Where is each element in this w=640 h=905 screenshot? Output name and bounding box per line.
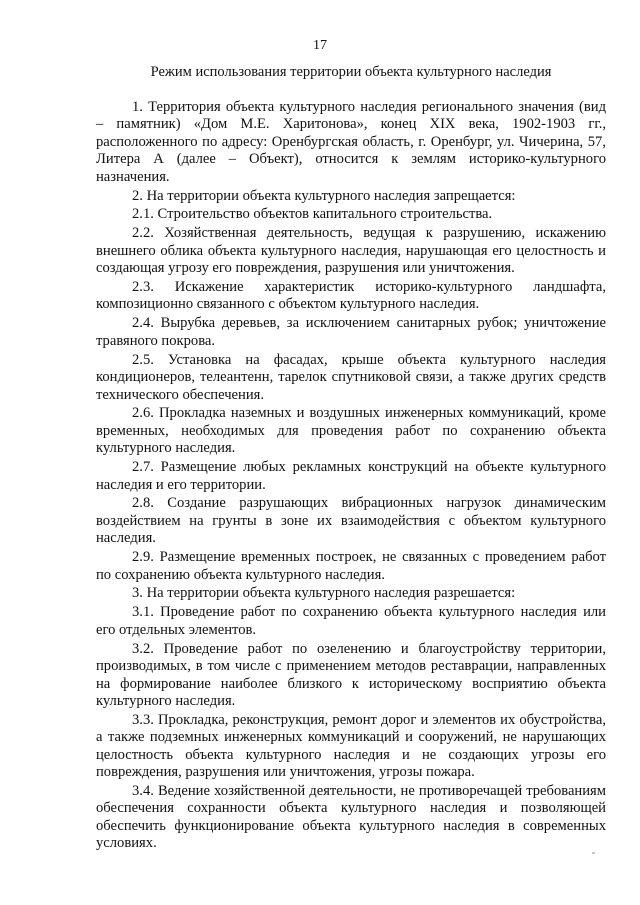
paragraph-2-8: 2.8. Создание разрушающих вибрационных нагрузок динамическим воздействием на грунты в зоне их взаимодействия с объектом культурного наследия. [96, 495, 606, 547]
paragraph-2-3: 2.3. Искажение характеристик историко-культурного ландшафта, композиционно связанного с объектом культурного наследия. [96, 279, 606, 313]
paragraph-3-3: 3.3. Прокладка, реконструкция, ремонт дорог и элементов их обустройства, а также подземных инженерных коммуникаций и сооружений, не нарушающих целостность объекта культурного наследия и не создающих угрозы его повреждения, разрушения или уничтожения, угрозы пожара. [96, 711, 606, 781]
paragraph-2-9: 2.9. Размещение временных построек, не связанных с проведением работ по сохранению объекта культурного наследия. [96, 549, 606, 583]
paragraph-3-1: 3.1. Проведение работ по сохранению объекта культурного наследия или его отдельных элементов. [96, 604, 606, 638]
paragraph-3-4: 3.4. Ведение хозяйственной деятельности, не противоречащей требованиям обеспечения сохранности объекта культурного наследия и позволяющей обеспечить функционирование объекта культурного наследия в современных условиях. [96, 782, 606, 852]
paragraph-1: 1. Территория объекта культурного наследия регионального значения (вид – памятник) «Дом М.Е. Харитонова», конец XIX века, 1902-1903 гг., расположенного по адресу: Оренбургская область, г. Оренбург, ул. Чичерина, 57, Литера А (далее – Объект), относится к землям историко-культурного назначения. [96, 99, 606, 185]
paragraph-2-7: 2.7. Размещение любых рекламных конструкций на объекте культурного наследия и его территории. [96, 459, 606, 493]
paragraph-2-4: 2.4. Вырубка деревьев, за исключением санитарных рубок; уничтожение травяного покрова. [96, 315, 606, 349]
paragraph-2-2: 2.2. Хозяйственная деятельность, ведущая к разрушению, искажению внешнего облика объекта культурного наследия, нарушающая его целостность и создающая угрозу его повреждения, разрушения или уничтожения. [96, 225, 606, 277]
paragraph-3-2: 3.2. Проведение работ по озеленению и благоустройству территории, производимых, в том числе с применением методов реставрации, направленных на формирование наиболее близкого к историческому восприятию объекта культурного наследия. [96, 640, 606, 709]
paragraph-2-6: 2.6. Прокладка наземных и воздушных инженерных коммуникаций, кроме временных, необходимых для проведения работ по сохранению объекта культурного наследия. [96, 405, 606, 457]
paragraph-2: 2. На территории объекта культурного наследия запрещается: [132, 187, 516, 204]
paragraph-2-5: 2.5. Установка на фасадах, крыше объекта культурного наследия кондиционеров, телеантенн, тарелок спутниковой связи, а также других средств технического обеспечения. [96, 351, 606, 403]
paragraph-2-1: 2.1. Строительство объектов капитального строительства. [132, 206, 493, 223]
paragraph-3: 3. На территории объекта культурного наследия разрешается: [132, 585, 516, 602]
scan-speck [592, 852, 595, 854]
document-title: Режим использования территории объекта культурного наследия [150, 64, 552, 80]
document-body [96, 99, 606, 853]
page-number: 17 [313, 38, 327, 53]
